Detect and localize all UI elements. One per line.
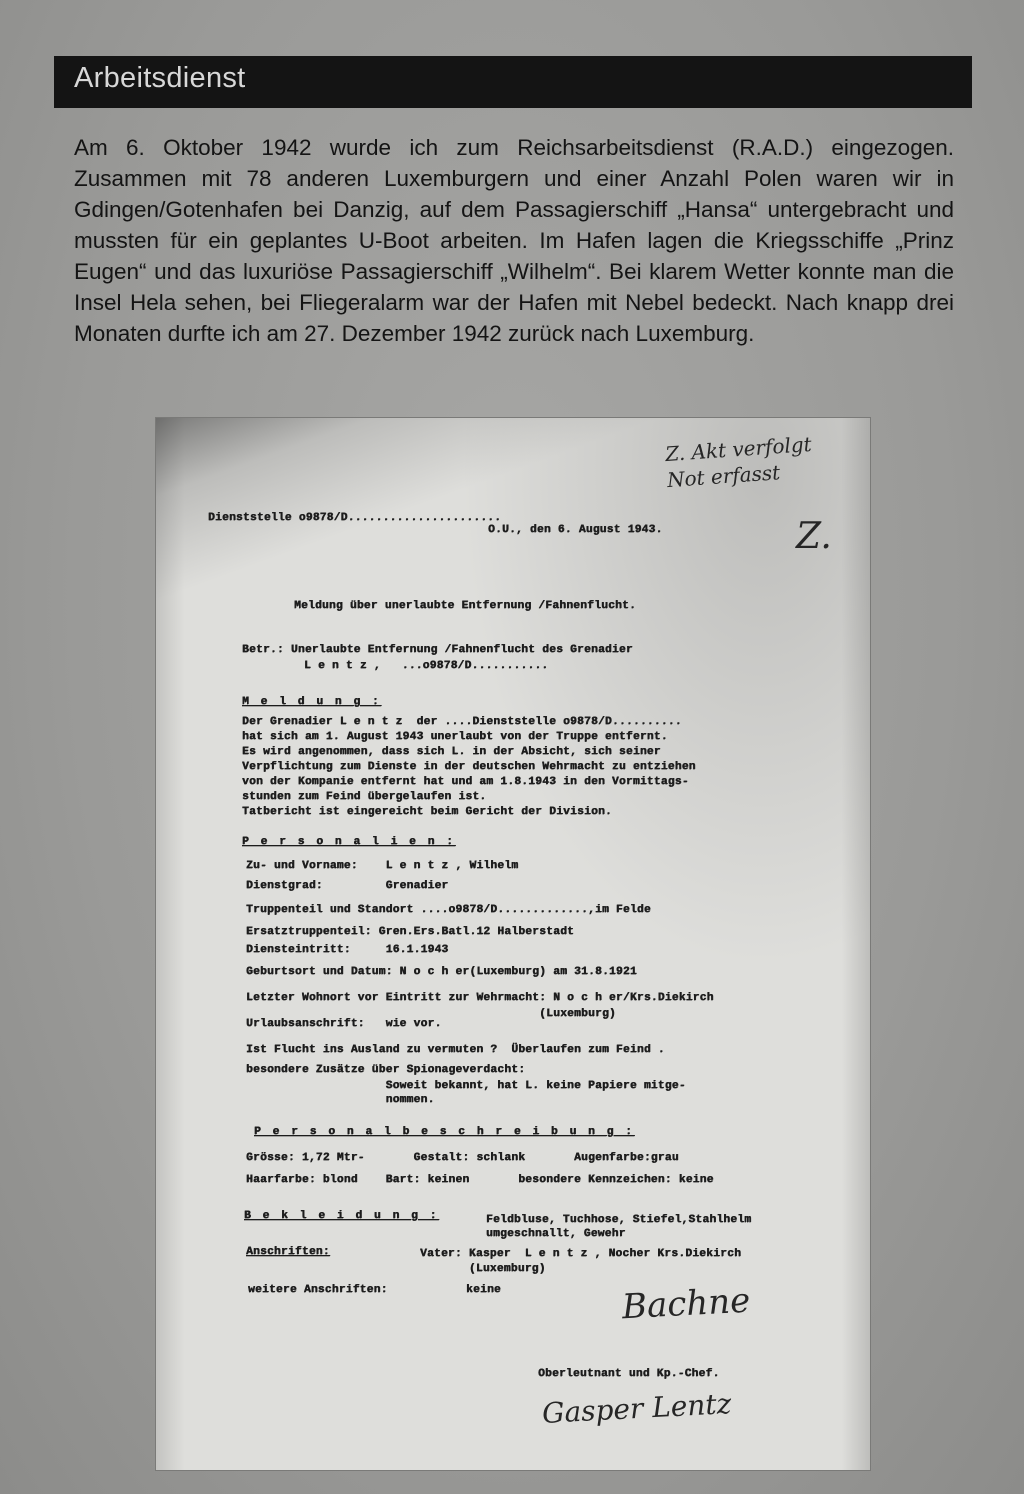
handwritten-initial: Z.	[796, 516, 832, 557]
meldung-line: Es wird angenommen, dass sich L. in der Absicht, sich seiner	[242, 746, 661, 758]
betreff-line-1: Betr.: Unerlaubte Entfernung /Fahnenflucht des Grenadier	[242, 644, 633, 656]
personalien-line: Truppenteil und Standort ....o9878/D.............,im Felde	[246, 904, 651, 916]
beschreibung-line: Haarfarbe: blond Bart: keinen besondere Kennzeichen: keine	[246, 1174, 714, 1186]
bekleidung-line: umgeschnallt, Gewehr	[486, 1228, 626, 1240]
personalien-line: Geburtsort und Datum: N o c h er(Luxemburg) am 31.8.1921	[246, 966, 637, 978]
handwritten-name: Gasper Lentz	[541, 1387, 733, 1430]
handwritten-signature: Bachne	[621, 1280, 752, 1328]
section-header-bar	[54, 56, 972, 108]
meldung-line: von der Kompanie entfernt hat und am 1.8.1943 in den Vormittags-	[242, 776, 689, 788]
anschriften-line: Vater: Kasper L e n t z , Nocher Krs.Diekirch	[420, 1248, 742, 1260]
beschreibung-line: Grösse: 1,72 Mtr- Gestalt: schlank Augenfarbe:grau	[246, 1152, 679, 1164]
meldung-line: Verpflichtung zum Dienste in der deutschen Wehrmacht zu entziehen	[242, 761, 696, 773]
meldung-line: hat sich am 1. August 1943 unerlaubt von der Truppe entfernt.	[242, 731, 668, 743]
meldung-heading: M e l d u n g :	[242, 696, 382, 708]
place-date: O.U., den 6. August 1943.	[488, 524, 663, 536]
document-photo	[156, 418, 870, 1470]
bekleidung-line: Feldbluse, Tuchhose, Stiefel,Stahlhelm	[486, 1214, 752, 1226]
personalien-line: Ist Flucht ins Ausland zu vermuten ? Überlaufen zum Feind .	[246, 1044, 665, 1056]
meldung-line: Tatbericht ist eingereicht beim Gericht der Division.	[242, 806, 612, 818]
personalien-line: besondere Zusätze über Spionageverdacht:	[246, 1064, 526, 1076]
bekleidung-heading: B e k l e i d u n g :	[244, 1210, 439, 1222]
anschriften-line: (Luxemburg)	[420, 1263, 546, 1275]
dienststelle-line: Dienststelle o9878/D......................	[208, 512, 502, 524]
betreff-line-2: L e n t z , ...o9878/D...........	[304, 660, 549, 672]
personalien-line: Ersatztruppenteil: Gren.Ers.Batl.12 Halberstadt	[246, 926, 575, 938]
anschriften-heading: Anschriften:	[246, 1246, 330, 1258]
personalien-line: Zu- und Vorname: L e n t z , Wilhelm	[246, 860, 519, 872]
personalien-line: (Luxemburg)	[246, 1008, 616, 1020]
section-title: Arbeitsdienst	[74, 62, 246, 94]
personalbeschreibung-heading: P e r s o n a l b e s c h r e i b u n g :	[254, 1126, 635, 1138]
personalien-line: Soweit bekannt, hat L. keine Papiere mitge-	[246, 1080, 686, 1092]
personalien-line: Diensteintritt: 16.1.1943	[246, 944, 449, 956]
personalien-line: nommen.	[246, 1094, 435, 1106]
personalien-line: Letzter Wohnort vor Eintritt zur Wehrmacht: N o c h er/Krs.Diekirch	[246, 992, 714, 1004]
signer-title: Oberleutnant und Kp.-Chef.	[538, 1368, 720, 1380]
meldung-line: Der Grenadier L e n t z der ....Dienststelle o9878/D..........	[242, 716, 682, 728]
personalien-heading: P e r s o n a l i e n :	[242, 836, 456, 848]
weitere-anschriften-value: keine	[466, 1284, 501, 1296]
weitere-anschriften-label: weitere Anschriften:	[248, 1284, 388, 1296]
handwritten-note-top: Z. Akt verfolgt Not erfasst	[664, 431, 813, 493]
meldung-line: stunden zum Feind übergelaufen ist.	[242, 791, 487, 803]
intro-paragraph: Am 6. Oktober 1942 wurde ich zum Reichsarbeitsdienst (R.A.D.) eingezogen. Zusammen mit 78 anderen Luxemburgern und einer Anzahl Polen waren wir in Gdingen/Gotenhafen bei Danzig, auf dem Passagierschiff „Hansa“ untergebracht und mussten für ein geplantes U-Boot arbeiten. Im Hafen lagen die Kriegsschiffe „Prinz Eugen“ und das luxuriöse Passagierschiff „Wilhelm“. Bei klarem Wetter konnte man die Insel Hela sehen, bei Fliegeralarm war der Hafen mit Nebel bedeckt. Nach knapp drei Monaten durfte ich am 27. Dezember 1942 zurück nach Luxemburg.	[74, 135, 954, 346]
personalien-line: Urlaubsanschrift: wie vor.	[246, 1018, 442, 1030]
personalien-line: Dienstgrad: Grenadier	[246, 880, 449, 892]
document-title: Meldung über unerlaubte Entfernung /Fahnenflucht.	[294, 600, 636, 612]
